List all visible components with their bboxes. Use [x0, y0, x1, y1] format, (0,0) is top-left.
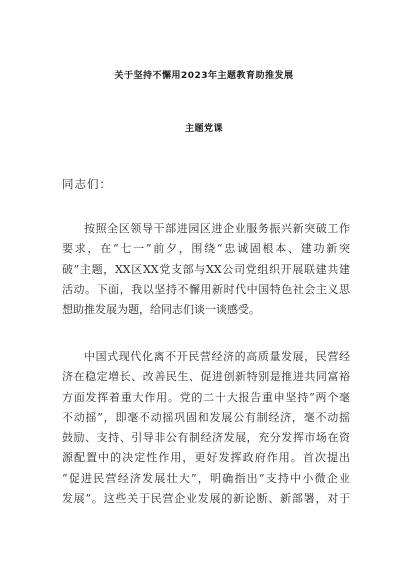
document-subtitle: 主题党课 [184, 124, 223, 134]
paragraph-line: “促进民营经济发展壮大”，明确指出“支持中小微企业 [62, 471, 350, 485]
paragraph-line: 济在稳定增长、改善民生、促进创新特别是推进共同富裕 [62, 370, 350, 384]
paragraph-line: 源配置中的决定性作用，更好发挥政府作用。首次提出 [62, 451, 350, 465]
paragraph-line: 不动摇”，即毫不动摇巩固和发展公有制经济，毫不动摇 [62, 410, 350, 424]
paragraph-line: 破”主题，XX区XX党支部与XX公司党组织开展联建共建 [62, 262, 350, 276]
paragraph-line: 要求，在“七一”前夕，围绕“忠诚固根本、建功新突 [62, 242, 350, 256]
paragraph-line: 中国式现代化离不开民营经济的高质量发展，民营经 [84, 350, 350, 363]
paragraph-line: 活动。下面，我以坚持不懈用新时代中国特色社会主义思 [62, 282, 350, 296]
paragraph-2 [62, 347, 350, 509]
paragraph-line: 发展”。这些关于民营企业发展的新论断、新部署，对于 [62, 492, 350, 506]
document-title: 关于坚持不懈用2023年主题教育助推发展 [114, 71, 294, 81]
paragraph-line: 鼓励、支持、引导非公有制经济发展，充分发挥市场在资 [62, 431, 350, 445]
paragraph-line: 按照全区领导干部进园区进企业服务振兴新突破工作 [84, 222, 350, 235]
paragraph-line: 方面发挥着重大作用。党的二十大报告重申坚持“两个毫 [62, 390, 350, 404]
paragraph-line: 想助推发展为题，给同志们谈一谈感受。 [62, 303, 260, 317]
paragraph-1 [62, 219, 350, 320]
greeting: 同志们： [62, 177, 112, 191]
